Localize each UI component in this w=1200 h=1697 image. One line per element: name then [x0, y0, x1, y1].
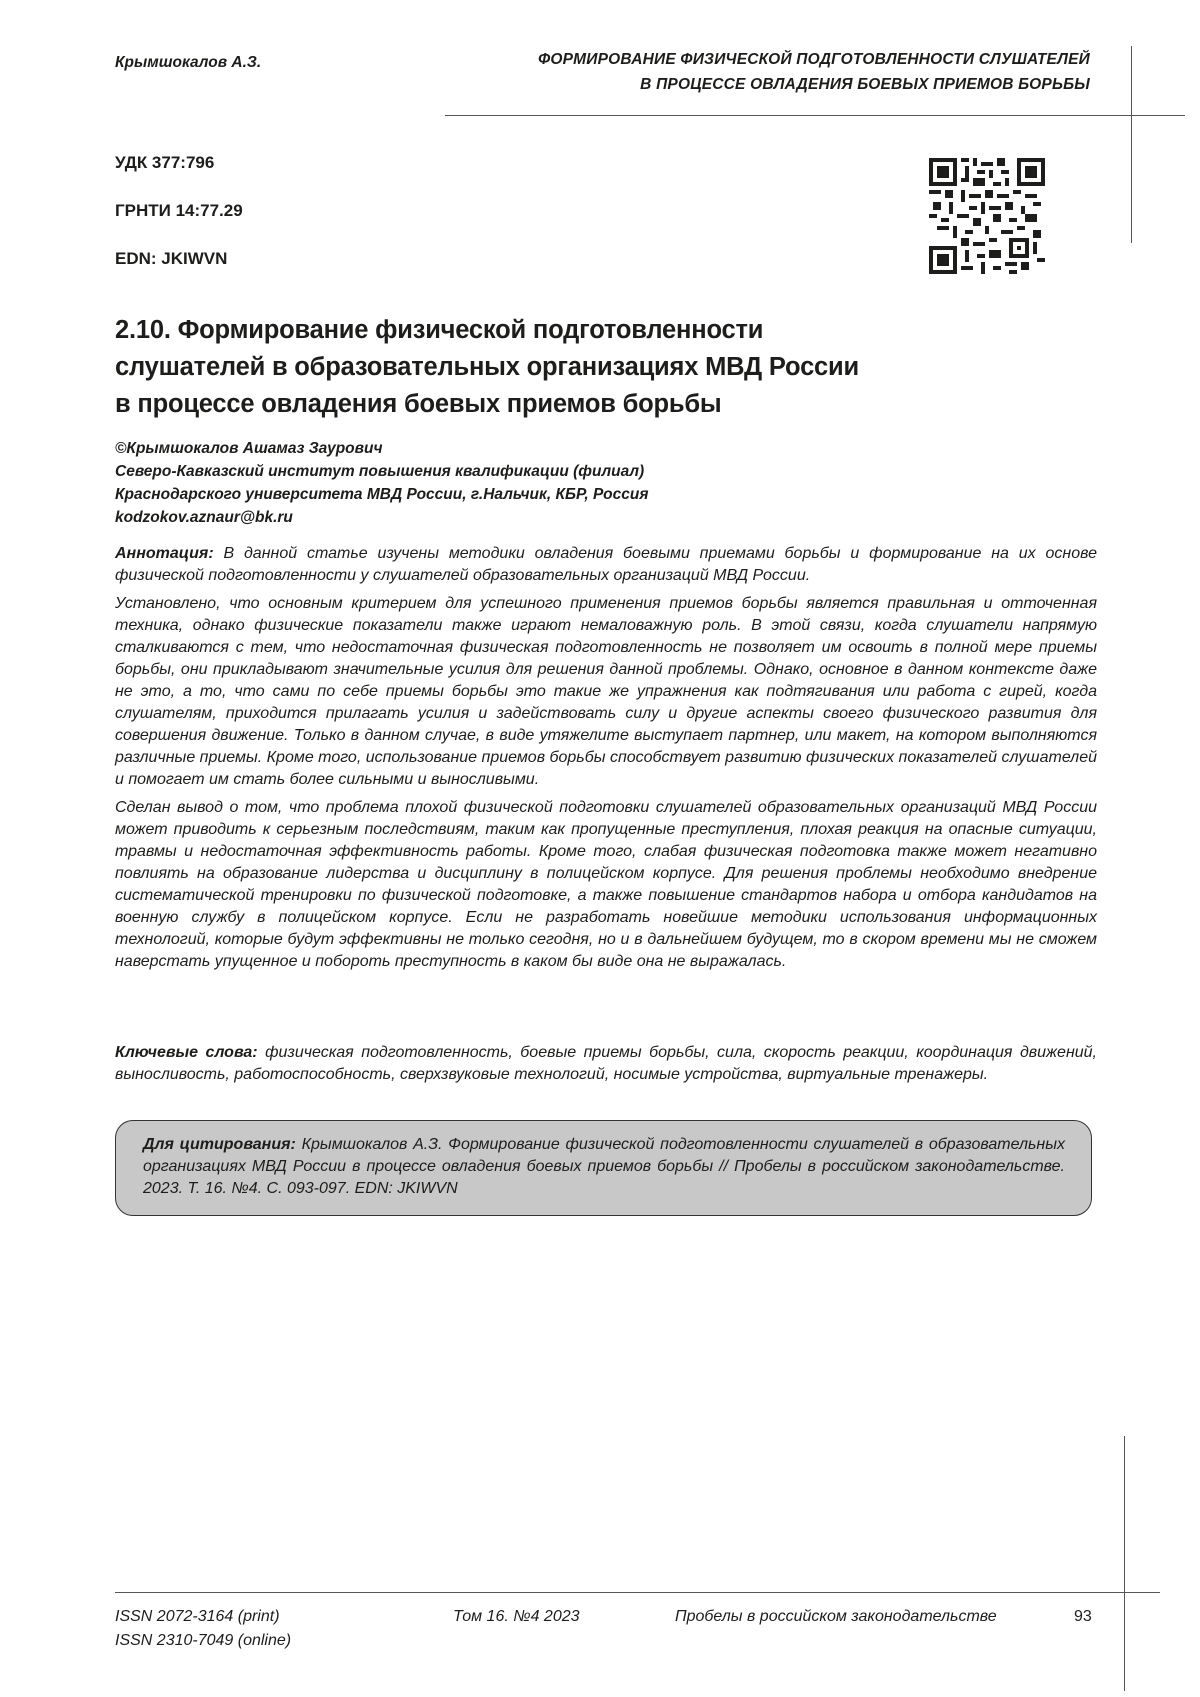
running-head-title-line1: ФОРМИРОВАНИЕ ФИЗИЧЕСКОЙ ПОДГОТОВЛЕННОСТИ СЛУШАТЕЛЕЙ	[450, 47, 1090, 72]
issn-online: ISSN 2310-7049 (online)	[115, 1629, 291, 1653]
author-block	[115, 437, 815, 529]
running-head-author: Крымшокалов А.З.	[115, 54, 261, 72]
citation-text: Крымшокалов А.З. Формирование физической подготовленности слушателей в образовательных организациях МВД России в процессе овладения боевых приемов борьбы // Пробелы в российском законодательстве. 2023. Т. 16. №4. С. 093-097. EDN: JKIWVN	[143, 1136, 1065, 1197]
running-head-title	[450, 47, 1090, 97]
footer-journal: Пробелы в российском законодательстве	[675, 1605, 997, 1629]
affiliation-line2: Краснодарского университета МВД России, г.Нальчик, КБР, Россия	[115, 483, 815, 506]
keywords	[115, 1042, 1097, 1086]
article-title-line3: в процессе овладения боевых приемов борьбы	[115, 386, 935, 423]
footer-volume: Том 16. №4 2023	[453, 1605, 580, 1629]
abstract-paragraph-1	[115, 543, 1097, 587]
page-number: 93	[1074, 1605, 1092, 1629]
footer-issn	[115, 1605, 291, 1653]
issn-print: ISSN 2072-3164 (print)	[115, 1605, 291, 1629]
citation-label: Для цитирования:	[143, 1136, 296, 1153]
affiliation-line1: Северо-Кавказский институт повышения квалификации (филиал)	[115, 460, 815, 483]
abstract-paragraph-2: Установлено, что основным критерием для успешного применения приемов борьбы является правильная и отточенная техника, однако физические показатели также играют немаловажную роль. В этой связи, когда слушатели напрямую сталкиваются с тем, что недостаточная физическая подготовленность не позволяет им освоить в полной мере приемы борьбы, они прикладывают значительные усилия для решения данной проблемы. Однако, основное в данном контексте даже не это, а то, что сами по себе приемы борьбы это такие же упражнения как подтягивания или работа с гирей, когда слушателям, приходится прилагать усилия и задействовать силу и другие аспекты своего физического развития для совершения движение. Только в данном случае, в виде утяжелите выступает партнер, или макет, на котором выполняются различные приемы. Кроме того, использование приемов борьбы способствует развитию физических показателей слушателей и помогает им стать более сильными и выносливыми.	[115, 593, 1097, 791]
abstract-label: Аннотация:	[115, 545, 214, 562]
header-divider	[445, 115, 1185, 116]
footer-divider	[115, 1592, 1160, 1593]
author-name: ©Крымшокалов Ашамаз Заурович	[115, 437, 815, 460]
abstract-text-1: В данной статье изучены методики овладения боевыми приемами борьбы и формирование на их основе физической подготовленности у слушателей образовательных организаций МВД России.	[115, 545, 1097, 584]
keywords-text: физическая подготовленность, боевые приемы борьбы, сила, скорость реакции, координация движений, выносливость, работоспособность, сверхзвуковые технологий, носимые устройства, виртуальные тренажеры.	[115, 1044, 1097, 1083]
running-head-title-line2: В ПРОЦЕССЕ ОВЛАДЕНИЯ БОЕВЫХ ПРИЕМОВ БОРЬБЫ	[450, 72, 1090, 97]
keywords-label: Ключевые слова:	[115, 1044, 258, 1061]
header-vertical-rule	[1131, 46, 1132, 243]
author-email: kodzokov.aznaur@bk.ru	[115, 506, 815, 529]
edn-code: EDN: JKIWVN	[115, 249, 227, 269]
article-title-line1: 2.10. Формирование физической подготовленности	[115, 312, 935, 349]
grnti-code: ГРНТИ 14:77.29	[115, 201, 243, 221]
citation-box	[115, 1120, 1092, 1216]
article-title	[115, 312, 935, 423]
qr-code-icon	[929, 158, 1045, 274]
udk-code: УДК 377:796	[115, 153, 214, 173]
footer-vertical-rule	[1124, 1436, 1125, 1691]
abstract	[115, 543, 1097, 979]
abstract-paragraph-3: Сделан вывод о том, что проблема плохой физической подготовки слушателей образовательных организаций МВД России может приводить к серьезным последствиям, таким как пропущенные преступления, плохая реакция на опасные ситуации, травмы и недостаточная эффективность работы. Кроме того, слабая физическая подготовка также может негативно повлиять на образование лидерства и дисциплину в полицейском корпусе. Для решения проблемы необходимо внедрение систематической тренировки по физической подготовке, а также повышение стандартов набора и отбора кандидатов на военную службу в полицейском корпусе. Если не разработать новейшие методики использования информационных технологий, которые будут эффективны не только сегодня, но и в дальнейшем будущем, то в скором времени мы не сможем наверстать упущенное и побороть преступность в каком бы виде она не выражалась.	[115, 797, 1097, 973]
article-title-line2: слушателей в образовательных организациях МВД России	[115, 349, 935, 386]
